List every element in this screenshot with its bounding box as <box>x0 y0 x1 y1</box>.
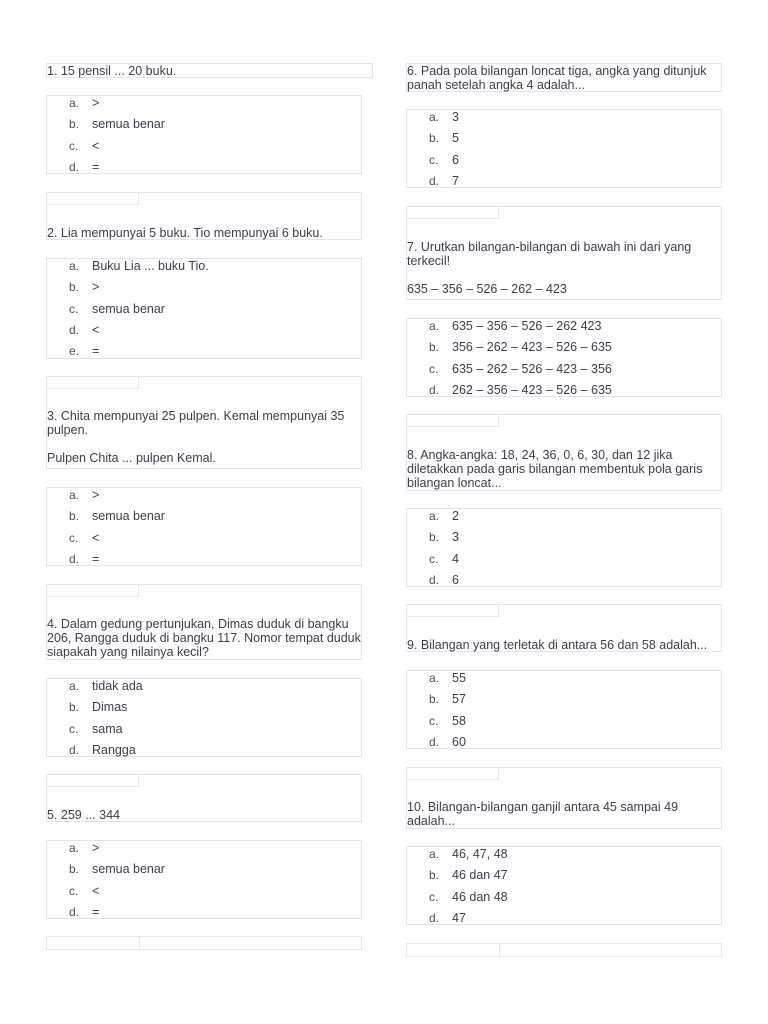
option-text: 58 <box>452 713 466 728</box>
option-text: sama <box>92 721 123 736</box>
option-text: 7 <box>452 173 459 188</box>
option-letter: c. <box>69 883 79 898</box>
option-letter: e. <box>69 344 80 359</box>
option-letter: a. <box>429 319 440 333</box>
question-10 <box>406 767 722 829</box>
question-text: 3. Chita mempunyai 25 pulpen. Kemal mempunyai 35 pulpen. Pulpen Chita ... pulpen Kemal. <box>47 409 345 465</box>
option-letter: b. <box>429 530 440 545</box>
option-text: 6 <box>452 152 459 167</box>
question-text: 5. 259 ... 344 <box>47 808 120 822</box>
option-b[interactable] <box>47 863 361 884</box>
option-a[interactable] <box>47 842 361 863</box>
question-text: 4. Dalam gedung pertunjukan, Dimas duduk di bangku 206, Rangga duduk di bangku 117. Nomor tempat duduk siapakah yang nilainya kecil? <box>47 617 361 659</box>
option-text: < <box>92 530 100 545</box>
option-letter: d. <box>69 159 80 174</box>
option-letter: c. <box>429 152 439 167</box>
option-d[interactable] <box>407 175 721 196</box>
question-3 <box>46 376 362 469</box>
question-4 <box>46 584 362 660</box>
question-text: 10. Bilangan-bilangan ganjil antara 45 sampai 49 adalah... <box>407 800 679 828</box>
option-text: semua benar <box>92 509 165 524</box>
option-letter: a. <box>69 488 80 502</box>
answer-box[interactable] <box>406 943 722 957</box>
option-text: semua benar <box>92 117 165 132</box>
option-text: 5 <box>452 131 459 146</box>
question-1 <box>46 63 373 78</box>
option-text: > <box>92 280 100 295</box>
question-2 <box>46 192 362 240</box>
option-text: 262 – 356 – 423 – 526 – 635 <box>452 382 612 397</box>
option-text: 47 <box>452 910 466 925</box>
option-text: 55 <box>452 671 466 685</box>
option-text: < <box>92 883 100 898</box>
question-text: 1. 15 pensil ... 20 buku. <box>47 64 177 78</box>
option-text: semua benar <box>92 862 165 877</box>
option-d[interactable] <box>47 553 361 574</box>
option-c[interactable] <box>47 303 361 324</box>
answer-box[interactable] <box>46 192 362 206</box>
option-text: 46, 47, 48 <box>452 847 508 861</box>
question-5 <box>46 774 362 822</box>
option-letter: a. <box>69 96 80 110</box>
option-letter: a. <box>429 671 440 685</box>
option-b[interactable] <box>407 693 721 714</box>
option-letter: d. <box>69 322 80 337</box>
option-a[interactable] <box>47 489 361 510</box>
option-c[interactable] <box>407 154 721 175</box>
answer-box[interactable] <box>46 774 362 788</box>
option-b[interactable] <box>47 281 361 302</box>
option-d[interactable] <box>47 161 361 182</box>
option-text: = <box>92 904 100 919</box>
question-text: 6. Pada pola bilangan loncat tiga, angka yang ditunjuk panah setelah angka 4 adalah... <box>407 64 707 92</box>
option-text: 2 <box>452 509 459 523</box>
question-9 <box>406 604 722 652</box>
option-d[interactable] <box>47 906 361 927</box>
option-letter: a. <box>69 679 80 693</box>
answer-box[interactable] <box>406 414 722 428</box>
option-c[interactable] <box>407 715 721 736</box>
option-b[interactable] <box>47 701 361 722</box>
option-letter: d. <box>429 734 440 749</box>
option-letter: c. <box>69 301 79 316</box>
options-q7 <box>406 318 722 397</box>
option-c[interactable] <box>407 363 721 384</box>
option-text: Buku Lia ... buku Tio. <box>92 259 209 273</box>
option-text: 57 <box>452 692 466 707</box>
option-text: = <box>92 344 100 359</box>
option-letter: b. <box>69 509 80 524</box>
option-e[interactable] <box>47 345 361 366</box>
option-c[interactable] <box>47 140 361 161</box>
option-d[interactable] <box>407 912 721 933</box>
option-text: > <box>92 841 100 855</box>
option-a[interactable] <box>407 320 721 341</box>
option-c[interactable] <box>47 532 361 553</box>
question-8 <box>406 414 722 491</box>
option-a[interactable] <box>47 680 361 701</box>
question-7 <box>406 206 722 300</box>
option-text: 46 dan 48 <box>452 889 508 904</box>
option-letter: c. <box>429 361 439 376</box>
option-d[interactable] <box>407 384 721 405</box>
option-text: = <box>92 159 100 174</box>
option-letter: a. <box>69 841 80 855</box>
option-letter: b. <box>69 117 80 132</box>
option-text: 635 – 262 – 526 – 423 – 356 <box>452 361 612 376</box>
option-a[interactable] <box>47 97 361 118</box>
option-letter: a. <box>429 509 440 523</box>
option-letter: d. <box>429 382 440 397</box>
options-q8 <box>406 508 722 587</box>
option-c[interactable] <box>407 553 721 574</box>
option-d[interactable] <box>407 736 721 757</box>
option-letter: c. <box>429 713 439 728</box>
answer-box[interactable] <box>406 604 722 618</box>
option-c[interactable] <box>407 891 721 912</box>
option-text: tidak ada <box>92 679 143 693</box>
option-b[interactable] <box>407 531 721 552</box>
option-text: semua benar <box>92 301 165 316</box>
answer-box[interactable] <box>406 206 722 220</box>
option-b[interactable] <box>47 118 361 139</box>
option-letter: b. <box>69 700 80 715</box>
option-b[interactable] <box>407 341 721 362</box>
option-letter: d. <box>429 910 440 925</box>
option-b[interactable] <box>407 132 721 153</box>
option-letter: d. <box>429 572 440 587</box>
options-q5 <box>46 840 362 919</box>
options-q10 <box>406 846 722 925</box>
option-text: Rangga <box>92 742 136 757</box>
option-text: 635 – 356 – 526 – 262 423 <box>452 319 602 333</box>
option-a[interactable] <box>407 510 721 531</box>
option-text: 3 <box>452 530 459 545</box>
option-c[interactable] <box>47 723 361 744</box>
option-d[interactable] <box>407 574 721 595</box>
option-d[interactable] <box>47 744 361 765</box>
option-letter: a. <box>429 847 440 861</box>
option-letter: b. <box>69 862 80 877</box>
option-d[interactable] <box>47 324 361 345</box>
option-a[interactable] <box>407 111 721 132</box>
option-text: 46 dan 47 <box>452 868 508 883</box>
option-letter: b. <box>429 131 440 146</box>
option-letter: a. <box>69 259 80 273</box>
option-text: 4 <box>452 551 459 566</box>
answer-box[interactable] <box>46 376 362 390</box>
option-text: = <box>92 551 100 566</box>
answer-box[interactable] <box>406 767 722 781</box>
option-c[interactable] <box>47 885 361 906</box>
options-q2 <box>46 258 362 359</box>
option-a[interactable] <box>407 672 721 693</box>
option-letter: b. <box>69 280 80 295</box>
option-letter: c. <box>69 721 79 736</box>
option-text: 3 <box>452 110 459 124</box>
option-letter: b. <box>429 340 440 355</box>
option-text: 60 <box>452 734 466 749</box>
option-text: > <box>92 96 100 110</box>
option-letter: c. <box>429 889 439 904</box>
option-text: < <box>92 138 100 153</box>
answer-box[interactable] <box>46 584 362 598</box>
option-letter: b. <box>429 868 440 883</box>
question-text: 8. Angka-angka: 18, 24, 36, 0, 6, 30, dan 12 jika diletakkan pada garis bilangan membentuk pola garis bilangan loncat... <box>407 448 703 490</box>
option-letter: c. <box>69 138 79 153</box>
option-letter: d. <box>69 904 80 919</box>
options-q4 <box>46 678 362 757</box>
option-a[interactable] <box>407 848 721 869</box>
options-q3 <box>46 487 362 566</box>
options-q1 <box>46 95 362 174</box>
option-letter: d. <box>69 551 80 566</box>
option-text: < <box>92 322 100 337</box>
option-b[interactable] <box>47 510 361 531</box>
option-text: Dimas <box>92 700 128 715</box>
option-text: > <box>92 488 100 502</box>
option-text: 356 – 262 – 423 – 526 – 635 <box>452 340 612 355</box>
option-letter: c. <box>69 530 79 545</box>
option-letter: a. <box>429 110 440 124</box>
option-text: 6 <box>452 572 459 587</box>
options-q6 <box>406 109 722 188</box>
question-text: 2. Lia mempunyai 5 buku. Tio mempunyai 6 buku. <box>47 226 323 240</box>
options-q9 <box>406 670 722 749</box>
answer-box[interactable] <box>46 936 362 950</box>
option-letter: d. <box>69 742 80 757</box>
question-text: 9. Bilangan yang terletak di antara 56 dan 58 adalah... <box>407 638 708 652</box>
option-a[interactable] <box>47 260 361 281</box>
question-6 <box>406 63 722 92</box>
question-text: 7. Urutkan bilangan-bilangan di bawah ini dari yang terkecil! 635 – 356 – 526 – 262 – 423 <box>407 240 692 296</box>
option-letter: c. <box>429 551 439 566</box>
option-b[interactable] <box>407 869 721 890</box>
option-letter: d. <box>429 173 440 188</box>
option-letter: b. <box>429 692 440 707</box>
